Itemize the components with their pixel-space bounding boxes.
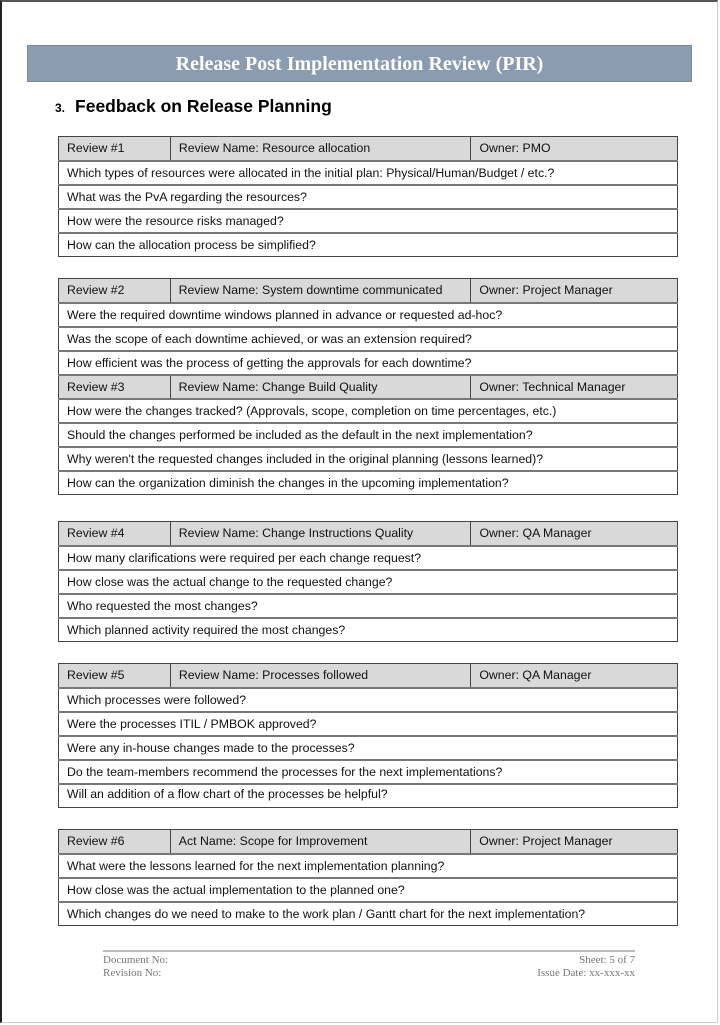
question-text: How many clarifications were required per each change request? bbox=[59, 546, 678, 570]
question-row bbox=[59, 618, 678, 642]
question-row bbox=[59, 327, 678, 351]
question-text: Why weren't the requested changes included in the original planning (lessons learned)? bbox=[59, 447, 678, 471]
question-row bbox=[59, 688, 678, 712]
review-header-row bbox=[59, 375, 678, 399]
review-id: Review #3 bbox=[59, 375, 171, 399]
question-text: What was the PvA regarding the resources? bbox=[59, 185, 678, 209]
question-text: Which types of resources were allocated in the initial plan: Physical/Human/Budget / etc.? bbox=[59, 161, 678, 185]
document-number-label: Document No: bbox=[103, 954, 169, 966]
question-text: How were the changes tracked? (Approvals, scope, completion on time percentages, etc.) bbox=[59, 399, 678, 423]
review-name: Review Name: Processes followed bbox=[170, 664, 471, 688]
question-row bbox=[59, 736, 678, 760]
question-row bbox=[59, 471, 678, 495]
question-text: Which changes do we need to make to the work plan / Gantt chart for the next implementation? bbox=[59, 902, 678, 926]
question-text: Will an addition of a flow chart of the processes be helpful? bbox=[59, 784, 678, 808]
question-row bbox=[59, 161, 678, 185]
sheet-number: Sheet: 5 of 7 bbox=[579, 954, 635, 966]
question-row bbox=[59, 594, 678, 618]
review-table-5 bbox=[58, 663, 678, 808]
question-row bbox=[59, 423, 678, 447]
review-name: Review Name: System downtime communicated bbox=[170, 279, 471, 303]
question-row bbox=[59, 546, 678, 570]
review-id: Review #1 bbox=[59, 137, 171, 161]
question-row bbox=[59, 854, 678, 878]
review-id: Review #4 bbox=[59, 522, 171, 546]
review-name: Review Name: Resource allocation bbox=[170, 137, 471, 161]
question-text: How were the resource risks managed? bbox=[59, 209, 678, 233]
question-row bbox=[59, 570, 678, 594]
question-row bbox=[59, 712, 678, 736]
review-owner: Owner: QA Manager bbox=[471, 664, 678, 688]
question-row bbox=[59, 351, 678, 375]
question-row bbox=[59, 303, 678, 327]
section-title: Feedback on Release Planning bbox=[75, 96, 332, 116]
revision-number-label: Revision No: bbox=[103, 967, 162, 979]
question-row bbox=[59, 185, 678, 209]
question-row bbox=[59, 233, 678, 257]
question-text: How can the organization diminish the changes in the upcoming implementation? bbox=[59, 471, 678, 495]
question-row bbox=[59, 902, 678, 926]
question-row bbox=[59, 399, 678, 423]
page-footer bbox=[103, 950, 635, 980]
question-text: Was the scope of each downtime achieved, or was an extension required? bbox=[59, 327, 678, 351]
review-header-row bbox=[59, 279, 678, 303]
question-text: Who requested the most changes? bbox=[59, 594, 678, 618]
question-text: Were the processes ITIL / PMBOK approved? bbox=[59, 712, 678, 736]
question-text: How can the allocation process be simplified? bbox=[59, 233, 678, 257]
question-text: Which processes were followed? bbox=[59, 688, 678, 712]
review-name: Review Name: Change Build Quality bbox=[170, 375, 471, 399]
review-owner: Owner: Project Manager bbox=[471, 279, 678, 303]
review-table-4 bbox=[58, 521, 678, 642]
question-text: How close was the actual change to the requested change? bbox=[59, 570, 678, 594]
question-row bbox=[59, 209, 678, 233]
review-header-row bbox=[59, 664, 678, 688]
question-row bbox=[59, 447, 678, 471]
review-id: Review #2 bbox=[59, 279, 171, 303]
section-number: 3. bbox=[55, 101, 66, 115]
review-header-row bbox=[59, 522, 678, 546]
question-text: Which planned activity required the most changes? bbox=[59, 618, 678, 642]
review-header-row bbox=[59, 137, 678, 161]
review-owner: Owner: PMO bbox=[471, 137, 678, 161]
review-table-1 bbox=[58, 136, 678, 257]
issue-date: Issue Date: xx-xxx-xx bbox=[537, 967, 635, 979]
section-heading bbox=[55, 96, 332, 117]
review-name: Review Name: Change Instructions Quality bbox=[170, 522, 471, 546]
question-row bbox=[59, 760, 678, 784]
question-text: Do the team-members recommend the processes for the next implementations? bbox=[59, 760, 678, 784]
question-text: Should the changes performed be included as the default in the next implementation? bbox=[59, 423, 678, 447]
review-header-row bbox=[59, 830, 678, 854]
review-id: Review #6 bbox=[59, 830, 171, 854]
review-name: Act Name: Scope for Improvement bbox=[170, 830, 470, 854]
review-table-6 bbox=[58, 829, 678, 926]
review-owner: Owner: QA Manager bbox=[471, 522, 678, 546]
question-text: How close was the actual implementation to the planned one? bbox=[59, 878, 678, 902]
review-id: Review #5 bbox=[59, 664, 171, 688]
question-text: How efficient was the process of getting the approvals for each downtime? bbox=[59, 351, 678, 375]
review-owner: Owner: Project Manager bbox=[471, 830, 678, 854]
document-title: Release Post Implementation Review (PIR) bbox=[27, 45, 692, 82]
question-text: What were the lessons learned for the next implementation planning? bbox=[59, 854, 678, 878]
question-row bbox=[59, 878, 678, 902]
question-row bbox=[59, 784, 678, 808]
question-text: Were the required downtime windows planned in advance or requested ad-hoc? bbox=[59, 303, 678, 327]
question-text: Were any in-house changes made to the processes? bbox=[59, 736, 678, 760]
review-owner: Owner: Technical Manager bbox=[471, 375, 678, 399]
review-table-2-3 bbox=[58, 278, 678, 495]
